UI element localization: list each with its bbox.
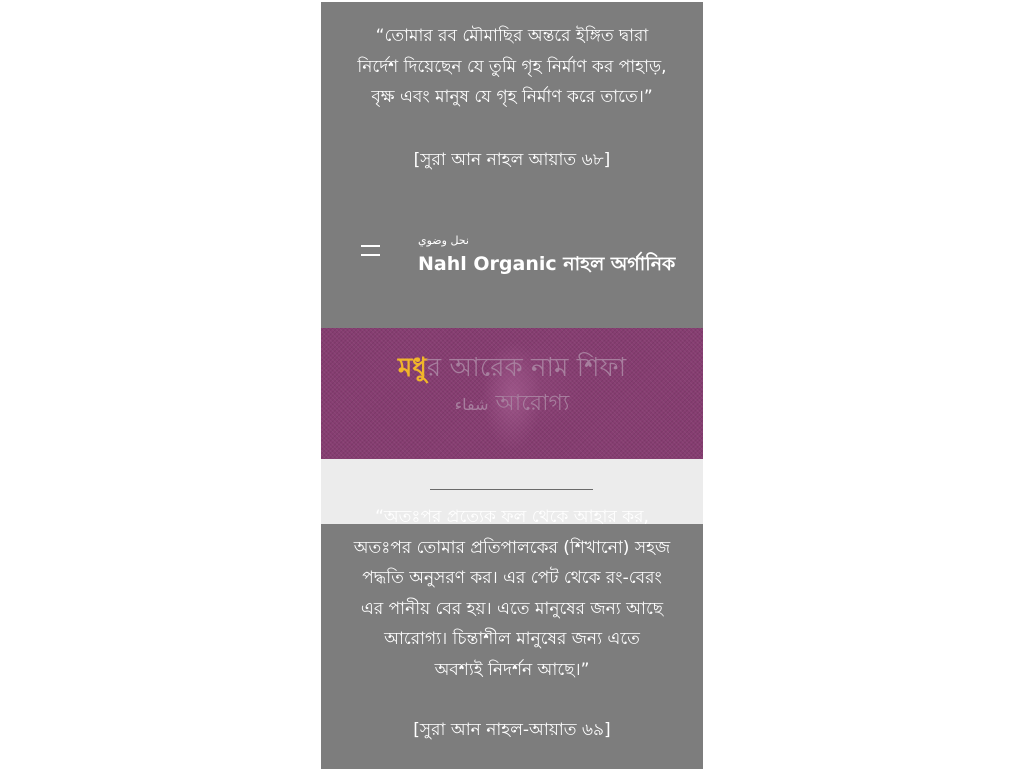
quote-line: অতঃপর তোমার প্রতিপালকের (শিখানো) সহজ — [353, 537, 671, 558]
menu-bar — [361, 254, 380, 256]
top-quote-section — [321, 2, 703, 328]
site-title-link[interactable]: Nahl Organic নাহল অর্গানিক — [418, 253, 676, 275]
quote-line: “তোমার রব মৌমাছির অন্তরে ইঙ্গিত দ্বারা — [375, 26, 649, 46]
quote-ayat-68 — [331, 21, 693, 113]
quote-line: আরোগ্য। চিন্তাশীল মানুষের জন্য এতে — [384, 629, 640, 649]
quote-reference: [সুরা আন নাহল আয়াত ৬৮] — [413, 150, 611, 170]
hero-banner — [321, 328, 703, 459]
hero-headline-accent: মধু — [397, 353, 427, 383]
page — [321, 2, 703, 769]
quote-line: “অতঃপর প্রত্যেক ফল থেকে আহার কর, — [375, 507, 649, 527]
quote-reference: [সুরা আন নাহল-আয়াত ৬৯] — [413, 720, 611, 740]
menu-bar — [361, 245, 380, 247]
hero-headline-text: র আরেক নাম শিফা — [426, 353, 627, 383]
quote-line: নির্দেশ দিয়েছেন যে তুমি গৃহ নির্মাণ কর পাহাড়, — [357, 56, 667, 77]
quote-line: অবশ্যই নিদর্শন আছে।” — [434, 659, 590, 680]
logo-arabic-text[interactable]: نحل وضوي — [418, 234, 469, 247]
hero-subheadline-arabic: شفاء — [454, 395, 489, 414]
hero-subheadline-bengali: আরোগ্য — [488, 391, 570, 416]
divider-line — [430, 489, 593, 490]
quote-line: এর পানীয় বের হয়। এতে মানুষের জন্য আছে — [360, 598, 664, 619]
hamburger-menu-icon[interactable] — [361, 243, 383, 259]
quote-ayat-69 — [331, 502, 693, 685]
quote-line: বৃক্ষ এবং মানুষ যে গৃহ নির্মাণ করে তাতে।” — [371, 87, 653, 107]
hero-subheadline — [321, 388, 703, 421]
hero-headline — [321, 350, 703, 386]
quote-line: পদ্ধতি অনুসরণ কর। এর পেট থেকে রং-বেরং — [362, 568, 662, 588]
